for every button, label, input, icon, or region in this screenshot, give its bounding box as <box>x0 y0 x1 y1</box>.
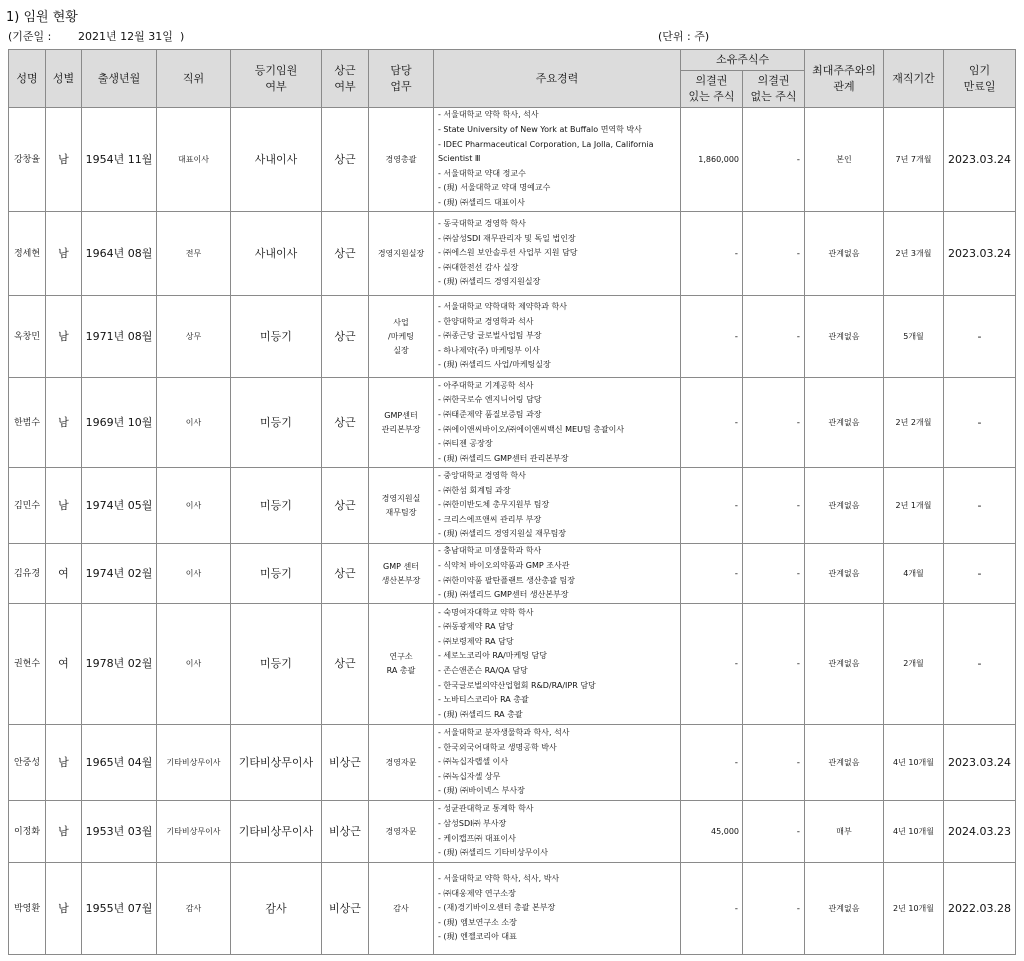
cell-expiry: - <box>944 296 1016 378</box>
cell-duty <box>369 296 434 378</box>
cell-name: 안중성 <box>9 725 46 801</box>
cell-career <box>434 468 681 544</box>
header-duty: 담당 업무 <box>369 50 434 108</box>
career-line: - 한국글로벌의약산업협회 R&D/RA/IPR 담당 <box>438 680 596 690</box>
cell-expiry: 2023.03.24 <box>944 725 1016 801</box>
cell-gender: 남 <box>46 108 82 212</box>
duty-line: 경영지원실 <box>381 493 421 503</box>
career-line: - ㈜보령제약 RA 담당 <box>438 636 514 646</box>
section-title: 1) 임원 현황 <box>6 10 78 25</box>
cell-fulltime: 상근 <box>322 468 369 544</box>
cell-nonvoting-shares: - <box>743 544 805 604</box>
duty-line: 경영자문 <box>385 826 417 836</box>
cell-birth: 1953년 03월 <box>82 801 157 863</box>
basis-date <box>8 28 184 44</box>
career-line: - 서울대학교 약학 학사, 석사, 박사 <box>438 874 560 884</box>
career-line: - 존슨앤존슨 RA/QA 담당 <box>438 666 528 675</box>
career-line: - ㈜한섬 회계팀 과장 <box>438 485 511 495</box>
duty-line: 사업 <box>393 317 409 327</box>
cell-voting-shares: 45,000 <box>681 801 743 863</box>
unit-label: (단위 : 주) <box>658 30 710 43</box>
header-name: 성명 <box>9 50 46 108</box>
cell-relation: 본인 <box>805 108 884 212</box>
cell-fulltime: 비상근 <box>322 863 369 955</box>
cell-name: 강창율 <box>9 108 46 212</box>
cell-nonvoting-shares: - <box>743 378 805 468</box>
duty-line: 경영총괄 <box>385 154 417 164</box>
duty-line: 경영지원실장 <box>377 248 425 258</box>
career-line: - ㈜동광제약 RA 담당 <box>438 622 514 632</box>
duty-line: GMP 센터 <box>383 561 419 571</box>
table-row <box>9 296 1016 378</box>
cell-name: 이정화 <box>9 801 46 863</box>
cell-gender: 남 <box>46 863 82 955</box>
cell-expiry: 2023.03.24 <box>944 212 1016 296</box>
career-line: - ㈜에이앤씨바이오/㈜에이앤씨백신 MEU팀 총괄이사 <box>438 424 625 434</box>
cell-birth: 1964년 08월 <box>82 212 157 296</box>
cell-relation: 관계없음 <box>805 863 884 955</box>
career-line: - 성균관대학교 통계학 학사 <box>438 804 534 814</box>
cell-fulltime: 상근 <box>322 296 369 378</box>
cell-birth: 1965년 04월 <box>82 725 157 801</box>
cell-nonvoting-shares: - <box>743 604 805 725</box>
cell-birth: 1974년 02월 <box>82 544 157 604</box>
cell-name: 김유경 <box>9 544 46 604</box>
career-line: - 하나제약(주) 마케팅부 이사 <box>438 345 540 355</box>
cell-registered: 미등기 <box>231 296 322 378</box>
table-row <box>9 108 1016 212</box>
cell-position: 이사 <box>157 468 231 544</box>
cell-registered: 미등기 <box>231 544 322 604</box>
career-line: - (재)경기바이오센터 총괄 본부장 <box>438 903 556 913</box>
cell-expiry: - <box>944 544 1016 604</box>
cell-name: 김민수 <box>9 468 46 544</box>
cell-expiry: - <box>944 378 1016 468</box>
cell-tenure: 2년 1개월 <box>884 468 944 544</box>
career-line: - 아주대학교 기계공학 석사 <box>438 380 534 390</box>
cell-birth: 1954년 11월 <box>82 108 157 212</box>
cell-registered: 기타비상무이사 <box>231 801 322 863</box>
cell-name: 박영환 <box>9 863 46 955</box>
header-shares: 소유주식수 <box>681 50 805 71</box>
duty-line: RA 총괄 <box>386 666 416 675</box>
cell-tenure: 4년 10개월 <box>884 801 944 863</box>
cell-birth: 1974년 05월 <box>82 468 157 544</box>
cell-career <box>434 863 681 955</box>
career-line: - (現) ㈜셀리드 대표이사 <box>438 197 525 207</box>
cell-registered: 사내이사 <box>231 108 322 212</box>
cell-gender: 남 <box>46 212 82 296</box>
cell-expiry: 2024.03.23 <box>944 801 1016 863</box>
table-row <box>9 801 1016 863</box>
career-line: - 서울대학교 약학 학사, 석사 <box>438 110 539 120</box>
cell-career <box>434 108 681 212</box>
cell-relation: 관계없음 <box>805 212 884 296</box>
career-line: - 케이캡프㈜ 대표이사 <box>438 833 516 843</box>
career-line: - 크리스에프앤씨 관리부 부장 <box>438 514 542 524</box>
cell-career <box>434 212 681 296</box>
cell-gender: 남 <box>46 378 82 468</box>
cell-relation: 관계없음 <box>805 725 884 801</box>
career-line: Scientist Ⅲ <box>438 154 481 164</box>
career-line: - (現) ㈜셀리드 경영지원실장 <box>438 277 541 287</box>
career-line: - ㈜한미약품 팔탄플랜트 생산총괄 팀장 <box>438 575 575 585</box>
cell-nonvoting-shares: - <box>743 296 805 378</box>
cell-name: 정세현 <box>9 212 46 296</box>
career-line: - (現) ㈜셀리드 사업/마케팅실장 <box>438 360 551 370</box>
career-line: - 충남대학교 미생물학과 학사 <box>438 546 542 556</box>
cell-career <box>434 378 681 468</box>
duty-line: 경영자문 <box>385 757 417 767</box>
cell-position: 상무 <box>157 296 231 378</box>
career-line: - (現) ㈜셀리드 RA 총괄 <box>438 709 523 719</box>
duty-line: 생산본부장 <box>381 575 421 585</box>
cell-gender: 남 <box>46 468 82 544</box>
table-row <box>9 725 1016 801</box>
cell-nonvoting-shares: - <box>743 863 805 955</box>
cell-fulltime: 상근 <box>322 604 369 725</box>
cell-tenure: 5개월 <box>884 296 944 378</box>
cell-tenure: 4년 10개월 <box>884 725 944 801</box>
table-body <box>9 108 1016 955</box>
header-career: 주요경력 <box>434 50 681 108</box>
cell-expiry: - <box>944 468 1016 544</box>
table-row <box>9 863 1016 955</box>
cell-career <box>434 604 681 725</box>
cell-name: 옥창민 <box>9 296 46 378</box>
career-line: - 중앙대학교 경영학 학사 <box>438 471 526 481</box>
cell-relation: 관계없음 <box>805 378 884 468</box>
cell-expiry: 2023.03.24 <box>944 108 1016 212</box>
career-line: - ㈜종근당 글로벌사업팀 부장 <box>438 331 542 341</box>
cell-position: 대표이사 <box>157 108 231 212</box>
table-row <box>9 378 1016 468</box>
cell-career <box>434 296 681 378</box>
cell-relation: 관계없음 <box>805 468 884 544</box>
cell-nonvoting-shares: - <box>743 725 805 801</box>
duty-line: 감사 <box>393 903 409 913</box>
header-fulltime: 상근 여부 <box>322 50 369 108</box>
cell-expiry: - <box>944 604 1016 725</box>
career-line: - 숙명여자대학교 약학 학사 <box>438 607 534 617</box>
header-tenure: 재직기간 <box>884 50 944 108</box>
cell-fulltime: 상근 <box>322 544 369 604</box>
career-line: - ㈜녹십자랩셀 이사 <box>438 757 509 767</box>
cell-gender: 남 <box>46 725 82 801</box>
cell-name: 권현수 <box>9 604 46 725</box>
career-line: - 한국외국어대학교 생명공학 박사 <box>438 742 557 752</box>
cell-position: 이사 <box>157 604 231 725</box>
career-line: - 식약처 바이오의약품과 GMP 조사관 <box>438 560 570 570</box>
cell-tenure: 7년 7개월 <box>884 108 944 212</box>
cell-voting-shares: 1,860,000 <box>681 108 743 212</box>
cell-registered: 미등기 <box>231 378 322 468</box>
career-line: - 한양대학교 경영학과 석사 <box>438 316 534 326</box>
cell-registered: 미등기 <box>231 604 322 725</box>
cell-position: 이사 <box>157 544 231 604</box>
career-line: - 서울대학교 약대 정교수 <box>438 168 526 178</box>
basis-label: (기준일 : <box>8 30 52 43</box>
cell-position: 기타비상무이사 <box>157 801 231 863</box>
cell-voting-shares: - <box>681 725 743 801</box>
career-line: - (現) ㈜셀리드 경영지원실 재무팀장 <box>438 529 567 539</box>
cell-position: 감사 <box>157 863 231 955</box>
cell-tenure: 2년 2개월 <box>884 378 944 468</box>
career-line: - 노바티스코리아 RA 총괄 <box>438 695 529 705</box>
cell-duty <box>369 468 434 544</box>
cell-registered: 미등기 <box>231 468 322 544</box>
cell-registered: 사내이사 <box>231 212 322 296</box>
cell-voting-shares: - <box>681 544 743 604</box>
cell-voting-shares: - <box>681 296 743 378</box>
career-line: - 서울대학교 약학대학 제약학과 학사 <box>438 302 567 312</box>
cell-duty <box>369 801 434 863</box>
career-line: - ㈜대한전선 감사 실장 <box>438 262 519 272</box>
cell-name: 한범수 <box>9 378 46 468</box>
cell-tenure: 4개월 <box>884 544 944 604</box>
cell-voting-shares: - <box>681 212 743 296</box>
career-line: - (現) 엔젤코리아 대표 <box>438 932 517 942</box>
cell-duty <box>369 604 434 725</box>
cell-birth: 1978년 02월 <box>82 604 157 725</box>
career-line: - (現) ㈜바이넥스 부사장 <box>438 786 525 796</box>
cell-nonvoting-shares: - <box>743 468 805 544</box>
career-line: - State University of New York at Buffalo 면역학 박사 <box>438 125 642 135</box>
cell-career <box>434 801 681 863</box>
cell-fulltime: 상근 <box>322 212 369 296</box>
header-birth: 출생년월 <box>82 50 157 108</box>
table-row <box>9 212 1016 296</box>
cell-duty <box>369 108 434 212</box>
header-position: 직위 <box>157 50 231 108</box>
table-row <box>9 544 1016 604</box>
career-line: - ㈜삼성SDI 재무관리자 및 독일 법인장 <box>438 233 576 243</box>
cell-fulltime: 비상근 <box>322 725 369 801</box>
table-row <box>9 604 1016 725</box>
basis-date-value: 2021년 12월 31일 <box>78 30 173 43</box>
cell-nonvoting-shares: - <box>743 801 805 863</box>
table-row <box>9 468 1016 544</box>
cell-fulltime: 상근 <box>322 378 369 468</box>
cell-career <box>434 544 681 604</box>
career-line: - (現) ㈜셀리드 GMP센터 관리본부장 <box>438 453 569 463</box>
cell-duty <box>369 378 434 468</box>
header-relation: 최대주주와의 관계 <box>805 50 884 108</box>
cell-duty <box>369 725 434 801</box>
duty-line: 연구소 <box>389 652 413 661</box>
career-line: - 삼성SDI㈜ 부사장 <box>438 818 507 828</box>
career-line: - ㈜에스원 보안솔루션 사업부 지원 담당 <box>438 248 578 258</box>
career-line: - ㈜한국로슈 엔지니어링 담당 <box>438 395 542 405</box>
cell-relation: 관계없음 <box>805 604 884 725</box>
cell-birth: 1971년 08월 <box>82 296 157 378</box>
cell-voting-shares: - <box>681 468 743 544</box>
cell-duty <box>369 863 434 955</box>
cell-birth: 1969년 10월 <box>82 378 157 468</box>
career-line: - ㈜태준제약 품질보증팀 과장 <box>438 409 542 419</box>
cell-tenure: 2개월 <box>884 604 944 725</box>
career-line: - (現) 서울대학교 약대 명예교수 <box>438 183 551 193</box>
header-expiry: 임기 만료일 <box>944 50 1016 108</box>
header-nonvoting: 의결권 없는 주식 <box>743 71 805 108</box>
cell-gender: 남 <box>46 801 82 863</box>
cell-tenure: 2년 10개월 <box>884 863 944 955</box>
cell-registered: 기타비상무이사 <box>231 725 322 801</box>
career-line: - (現) ㈜셀리드 기타비상무이사 <box>438 848 549 858</box>
cell-relation: 매부 <box>805 801 884 863</box>
cell-relation: 관계없음 <box>805 544 884 604</box>
header-registered: 등기임원 여부 <box>231 50 322 108</box>
career-line: - 서울대학교 분자생물학과 학사, 석사 <box>438 728 570 738</box>
cell-registered: 감사 <box>231 863 322 955</box>
cell-fulltime: 비상근 <box>322 801 369 863</box>
career-line: - 동국대학교 경영학 학사 <box>438 219 526 229</box>
career-line: - ㈜티젠 공장장 <box>438 439 493 449</box>
career-line: - 세로노코리아 RA/마케팅 담당 <box>438 651 547 661</box>
cell-position: 기타비상무이사 <box>157 725 231 801</box>
cell-career <box>434 725 681 801</box>
cell-gender: 여 <box>46 544 82 604</box>
cell-fulltime: 상근 <box>322 108 369 212</box>
career-line: - IDEC Pharmaceutical Corporation, La Jolla, California <box>438 139 654 149</box>
duty-line: 실장 <box>393 345 409 355</box>
duty-line: 관리본부장 <box>381 424 421 434</box>
career-line: - ㈜녹십자셀 상무 <box>438 771 501 781</box>
career-line: - (現) ㈜셀리드 GMP센터 생산본부장 <box>438 590 569 600</box>
duty-line: 재무팀장 <box>385 507 417 517</box>
cell-position: 이사 <box>157 378 231 468</box>
duty-line: /마케팅 <box>388 331 414 341</box>
cell-expiry: 2022.03.28 <box>944 863 1016 955</box>
career-line: - ㈜대웅제약 연구소장 <box>438 888 516 898</box>
cell-position: 전무 <box>157 212 231 296</box>
cell-nonvoting-shares: - <box>743 108 805 212</box>
cell-nonvoting-shares: - <box>743 212 805 296</box>
cell-gender: 남 <box>46 296 82 378</box>
cell-relation: 관계없음 <box>805 296 884 378</box>
cell-duty <box>369 212 434 296</box>
cell-duty <box>369 544 434 604</box>
executive-table <box>8 49 1016 955</box>
cell-birth: 1955년 07월 <box>82 863 157 955</box>
cell-tenure: 2년 3개월 <box>884 212 944 296</box>
header-gender: 성별 <box>46 50 82 108</box>
cell-voting-shares: - <box>681 378 743 468</box>
career-line: - (現) 엠보연구소 소장 <box>438 917 517 927</box>
header-voting: 의결권 있는 주식 <box>681 71 743 108</box>
cell-voting-shares: - <box>681 863 743 955</box>
basis-close: ) <box>180 30 185 43</box>
career-line: - ㈜한미반도체 총무지원부 팀장 <box>438 500 550 510</box>
cell-gender: 여 <box>46 604 82 725</box>
duty-line: GMP센터 <box>384 410 418 420</box>
cell-voting-shares: - <box>681 604 743 725</box>
